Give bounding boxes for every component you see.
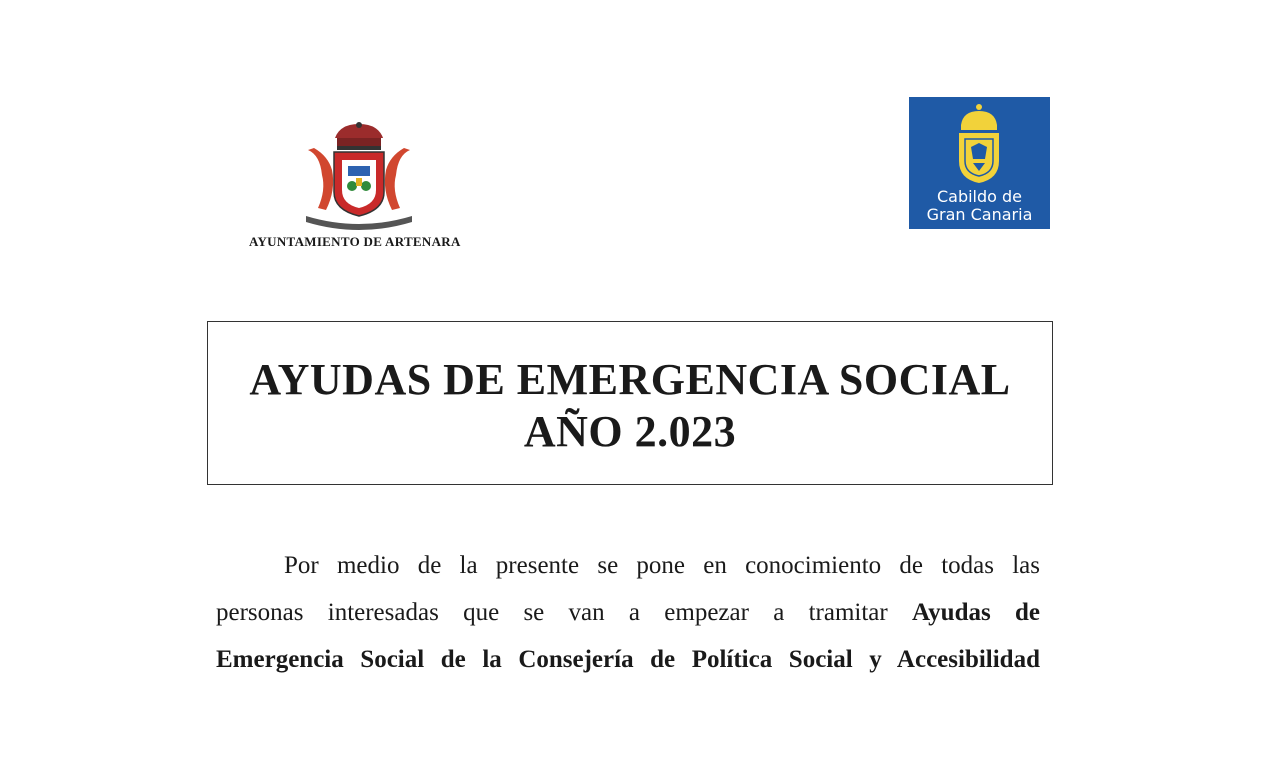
cabildo-line2: Gran Canaria xyxy=(926,205,1033,224)
cabildo-shield-icon xyxy=(949,103,1009,185)
body-paragraph xyxy=(216,542,1040,683)
body-line-2-text: personas interesadas que se van a empezar a tramitar xyxy=(216,599,912,626)
body-line-3 xyxy=(216,636,1040,683)
page-title-line1: AYUDAS DE EMERGENCIA SOCIAL xyxy=(249,355,1011,404)
body-line-2-bold: Ayudas de xyxy=(911,599,1040,626)
ayuntamiento-caption: AYUNTAMIENTO DE ARTENARA xyxy=(249,234,461,249)
body-line-2 xyxy=(216,589,1040,636)
body-line-1 xyxy=(216,542,1040,589)
body-line-3-bold: Emergencia Social de la Consejería de Política Social y Accesibilidad xyxy=(216,646,1040,673)
cabildo-logo xyxy=(909,97,1050,229)
artenara-coat-of-arms-icon xyxy=(300,120,418,230)
cabildo-line1: Cabildo de xyxy=(936,187,1023,206)
cabildo-wordmark xyxy=(909,188,1050,224)
body-line-1-text: Por medio de la presente se pone en conocimiento de todas las xyxy=(284,552,1040,579)
page-title-line2: AÑO 2.023 xyxy=(523,407,737,456)
title-box xyxy=(207,321,1053,485)
